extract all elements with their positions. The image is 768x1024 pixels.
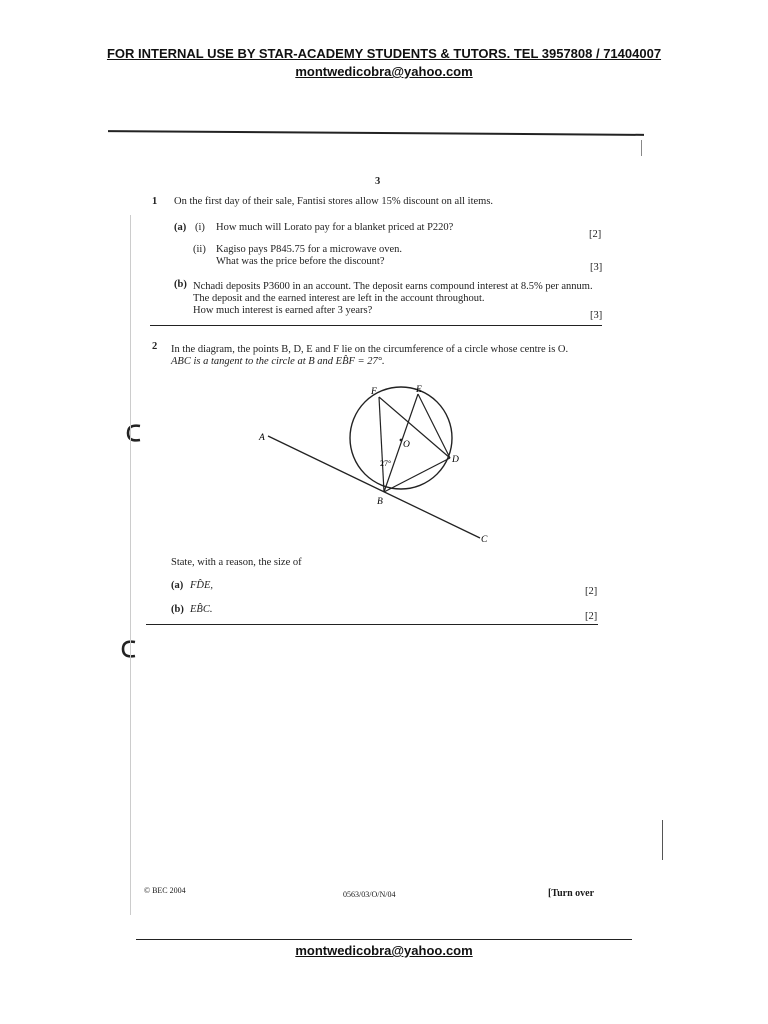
header-email-link[interactable]: montwedicobra@yahoo.com — [295, 64, 473, 79]
angle-label: 27° — [380, 459, 392, 468]
q2-b-text: EB̂C. — [190, 604, 213, 615]
label-d: D — [452, 455, 459, 465]
q1-a-ii-line1: Kagiso pays P845.75 for a microwave oven. — [216, 244, 403, 255]
q2-a-text: FD̂E, — [190, 580, 214, 591]
q1-stem: On the first day of their sale, Fantisi stores allow 15% discount on all items. — [174, 196, 494, 207]
q2-a-label: (a) — [171, 580, 184, 591]
q2-b-mark: [2] — [585, 611, 598, 622]
q1-a-ii-label: (ii) — [193, 244, 206, 255]
scan-left-edge — [130, 215, 131, 915]
q1-a-i-label: (i) — [195, 222, 205, 233]
q2-line1: In the diagram, the points B, D, E and F lie on the circumference of a circle whose centre is O. — [171, 344, 569, 355]
centre-point-o — [400, 439, 403, 442]
footer-email-link[interactable]: montwedicobra@yahoo.com — [295, 943, 473, 958]
label-e: E — [416, 385, 422, 395]
q1-a-i-text: How much will Lorato pay for a blanket priced at P220? — [216, 222, 454, 233]
q2-b-label: (b) — [171, 604, 184, 615]
header-title: FOR INTERNAL USE BY STAR-ACADEMY STUDENTS & TUTORS. TEL 3957808 / 71404007 — [106, 46, 662, 61]
tangent-line-abc — [268, 436, 480, 538]
chord-fd — [379, 397, 450, 458]
q1-divider — [150, 325, 602, 326]
footer-copyright: © BEC 2004 — [144, 886, 186, 895]
q1-b-line3: How much interest is earned after 3 years? — [193, 305, 373, 316]
label-f: F — [371, 387, 377, 397]
label-c: C — [481, 535, 488, 545]
footer-code: 0563/03/O/N/04 — [343, 890, 396, 899]
q1-b-line2: The deposit and the earned interest are left in the account throughout. — [193, 293, 485, 304]
q2-prompt: State, with a reason, the size of — [171, 557, 302, 568]
scan-top-border — [108, 130, 644, 136]
page-number: 3 — [375, 176, 381, 187]
punch-hole-mark — [124, 420, 144, 446]
scan-right-mark — [641, 140, 642, 156]
q1-a-i-mark: [2] — [589, 229, 602, 240]
q2-number: 2 — [152, 341, 158, 352]
q1-a-ii-mark: [3] — [590, 262, 603, 273]
q2-divider — [146, 624, 598, 625]
punch-hole-mark — [119, 636, 139, 662]
circle — [350, 387, 452, 489]
scan-right-mark — [662, 820, 663, 860]
q2-a-mark: [2] — [585, 586, 598, 597]
footer-turn-over: [Turn over — [548, 888, 595, 899]
label-b: B — [377, 497, 383, 507]
footer-rule — [136, 939, 632, 940]
q1-b-line1: Nchadi deposits P3600 in an account. The deposit earns compound interest at 8.5% per annum. — [193, 281, 593, 292]
label-o: O — [403, 440, 410, 450]
q1-a-label: (a) — [174, 222, 187, 233]
q1-b-label: (b) — [174, 279, 187, 290]
chord-bf — [379, 397, 384, 492]
q2-line2: ABC is a tangent to the circle at B and EB̂F = 27°. — [171, 356, 385, 367]
q1-number: 1 — [152, 196, 158, 207]
circle-tangent-diagram — [250, 380, 500, 550]
q1-a-ii-line2: What was the price before the discount? — [216, 256, 385, 267]
chord-ed — [418, 394, 450, 458]
label-a: A — [259, 433, 265, 443]
q1-b-mark: [3] — [590, 310, 603, 321]
